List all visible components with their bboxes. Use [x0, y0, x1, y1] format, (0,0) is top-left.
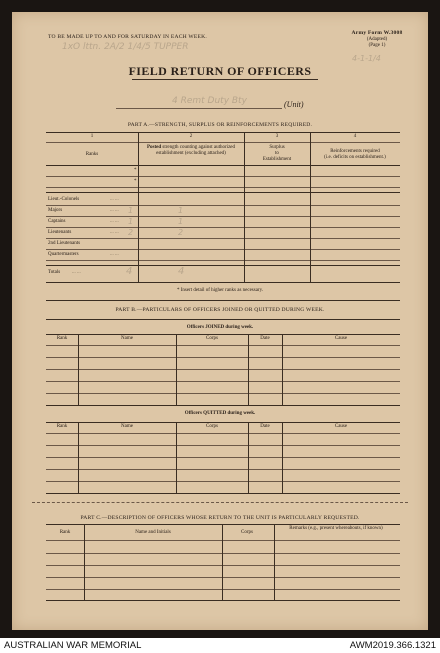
part-c-vline — [222, 524, 223, 600]
asterisk-row-rule-1 — [46, 176, 400, 177]
quitted-col-cause: Cause — [334, 424, 348, 429]
reinf-line-2: (i.e. deficits on establishment.) — [324, 155, 386, 160]
joined-vline — [248, 334, 249, 405]
rank-row — [46, 250, 400, 261]
rank-pencil-count: 1 — [128, 206, 134, 215]
posted-rest: strength counting against authorized establishment (excluding attached) — [156, 145, 236, 156]
header-bottom-rule — [46, 165, 400, 166]
form-paper — [12, 12, 428, 630]
col-header-surplus — [244, 145, 310, 163]
part-a-top-rule — [46, 132, 400, 133]
joined-row-rule — [46, 381, 400, 382]
rank-posted-count: 1 — [178, 206, 184, 215]
part-c-bottom-rule — [46, 600, 400, 601]
form-title: FIELD RETURN OF OFFICERS — [128, 64, 312, 78]
asterisk-2: * — [134, 179, 137, 184]
archive-footer — [0, 638, 440, 653]
joined-vline — [176, 334, 177, 405]
totals-dots: ... ... — [72, 270, 81, 275]
surplus-line-3: Establishment — [262, 157, 292, 162]
quitted-col-name: Name — [121, 424, 133, 429]
part-a-bottom-rule — [46, 282, 400, 283]
joined-title: Officers JOINED during week. — [186, 325, 254, 330]
joined-vline — [78, 334, 79, 405]
rank-row-rule — [46, 260, 400, 261]
quitted-row-rule — [46, 481, 400, 482]
unit-line — [116, 108, 282, 109]
rank-row — [46, 206, 400, 217]
rank-dots: ... ... — [110, 252, 119, 257]
col-header-ranks: Ranks — [85, 152, 99, 157]
quitted-row-rule — [46, 457, 400, 458]
pencil-note-top: 1xO lttn. 2A/2 1/4/5 TUPPER — [62, 42, 189, 52]
col-header-reinforcements — [310, 149, 400, 161]
footnote: * Insert detail of higher ranks as necessary. — [176, 288, 264, 293]
rank-pencil-count: 2 — [128, 228, 134, 237]
reinf-line-1: Reinforcements required — [330, 149, 380, 154]
part-c-heading-rule — [46, 524, 400, 525]
part-b-top-rule — [46, 300, 400, 301]
adapted-label: (Adapted) — [366, 37, 388, 42]
rank-label: Quartermasters — [48, 252, 79, 257]
totals-top-rule — [46, 265, 400, 266]
part-c-row-rule — [46, 577, 400, 578]
part-a-vline-1 — [138, 132, 139, 282]
rank-pencil-count: 1 — [128, 217, 134, 226]
army-form-number: Army Form W.3008 — [351, 30, 403, 36]
joined-col-corps: Corps — [206, 336, 218, 341]
col-number-3: 3 — [275, 134, 279, 139]
joined-table-top — [46, 334, 400, 335]
part-c-row-rule — [46, 540, 400, 541]
ranks-top-rule — [46, 192, 400, 193]
rank-dots: ... ... — [110, 230, 119, 235]
rank-label: Captains — [48, 219, 66, 224]
part-c-col-rank: Rank — [59, 530, 71, 535]
part-c-row-rule — [46, 565, 400, 566]
quitted-row-rule — [46, 445, 400, 446]
pencil-date: 4-1-1/4 — [352, 54, 381, 63]
totals-label: Totals — [48, 270, 61, 275]
footer-accession-number: AWM2019.366.1321 — [349, 640, 436, 651]
rank-label: Majors — [48, 208, 63, 213]
totals-pencil: 4 — [126, 266, 133, 277]
part-c-col-remarks: Remarks (e.g., present whereabouts, if known) — [289, 526, 383, 531]
part-c-vline — [274, 524, 275, 600]
asterisk-1: * — [134, 168, 137, 173]
joined-row-rule — [46, 345, 400, 346]
part-c-row-rule — [46, 553, 400, 554]
quitted-row-rule — [46, 469, 400, 470]
rank-dots: ... ... — [110, 208, 119, 213]
part-a-vline-2 — [244, 132, 245, 282]
title-underline — [132, 79, 318, 80]
rank-row — [46, 195, 400, 206]
col-number-1: 1 — [90, 134, 94, 139]
quitted-col-date: Date — [260, 424, 270, 429]
quitted-col-rank: Rank — [56, 424, 68, 429]
unit-label: (Unit) — [284, 100, 304, 109]
col-number-rule — [46, 142, 400, 143]
joined-col-cause: Cause — [334, 336, 348, 341]
joined-table-bottom — [46, 405, 400, 406]
rank-dots: ... ... — [110, 197, 119, 202]
joined-col-name: Name — [121, 336, 133, 341]
quitted-vline — [282, 422, 283, 493]
quitted-table-top — [46, 422, 400, 423]
part-c-col-corps: Corps — [241, 530, 253, 535]
part-b-heading: PART B.—PARTICULARS OF OFFICERS JOINED OR QUITTED DURING WEEK. — [115, 307, 325, 313]
asterisk-row-rule-2 — [46, 187, 400, 188]
rank-label: 2nd Lieutenants — [48, 241, 81, 246]
joined-row-rule — [46, 357, 400, 358]
col-number-2: 2 — [189, 134, 193, 139]
col-header-posted — [140, 145, 242, 157]
part-c-row-rule — [46, 589, 400, 590]
rank-row — [46, 239, 400, 250]
part-c-heading: PART C.—DESCRIPTION OF OFFICERS WHOSE RETURN TO THE UNIT IS PARTICULARLY REQUESTED. — [80, 515, 360, 521]
part-a-vline-3 — [310, 132, 311, 282]
rank-label: Lieutenants — [48, 230, 72, 235]
rank-row — [46, 217, 400, 228]
joined-col-date: Date — [260, 336, 270, 341]
joined-row-rule — [46, 393, 400, 394]
part-c-vline — [84, 524, 85, 600]
unit-pencil: 4 Remt Duty Bty — [172, 96, 247, 106]
rank-dots: ... ... — [110, 219, 119, 224]
quitted-vline — [176, 422, 177, 493]
surplus-line-2: to — [275, 151, 279, 156]
rank-row — [46, 228, 400, 239]
joined-row-rule — [46, 369, 400, 370]
part-b-heading-rule — [46, 319, 400, 320]
rank-posted-count: 1 — [178, 217, 184, 226]
quitted-row-rule — [46, 433, 400, 434]
part-a-heading: PART A.—STRENGTH, SURPLUS OR REINFORCEMENTS REQUIRED. — [127, 122, 313, 128]
perforation-line — [32, 502, 408, 503]
col-number-4: 4 — [353, 134, 357, 139]
rank-label: Lieut.-Colonels — [48, 197, 80, 202]
quitted-table-bottom — [46, 493, 400, 494]
posted-bold-word: Posted — [146, 145, 162, 150]
quitted-vline — [78, 422, 79, 493]
joined-vline — [282, 334, 283, 405]
surplus-line-1: Surplus — [269, 145, 285, 150]
quitted-title: Officers QUITTED during week. — [184, 411, 256, 416]
quitted-col-corps: Corps — [206, 424, 218, 429]
page-label: (Page 1) — [368, 43, 386, 48]
instruction-text: TO BE MADE UP TO AND FOR SATURDAY IN EACH WEEK. — [48, 34, 207, 40]
rank-posted-count: 2 — [178, 228, 184, 237]
part-c-col-name: Name and Initials — [135, 530, 171, 535]
totals-posted: 4 — [178, 266, 185, 277]
quitted-vline — [248, 422, 249, 493]
footer-institution: AUSTRALIAN WAR MEMORIAL — [4, 640, 142, 651]
ranks-table — [46, 195, 400, 261]
joined-col-rank: Rank — [56, 336, 68, 341]
